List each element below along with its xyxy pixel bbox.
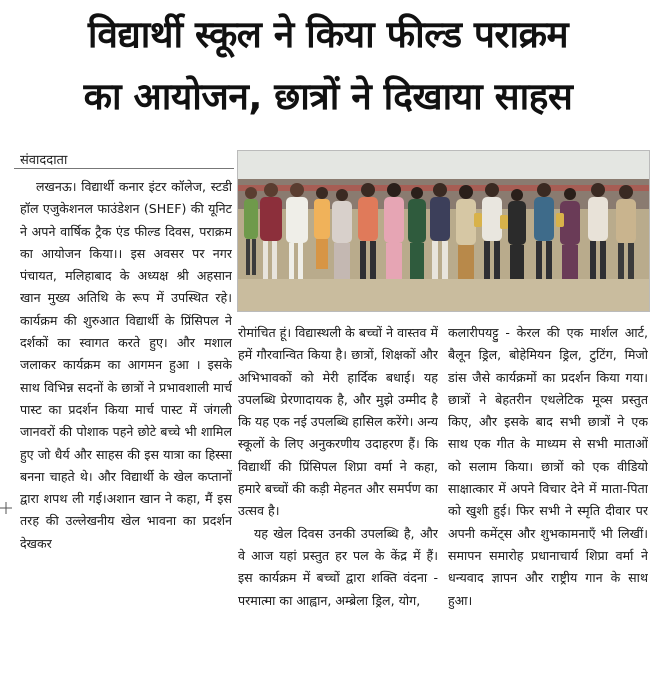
- event-photo: [237, 150, 650, 312]
- event-photo-illustration: [238, 151, 649, 311]
- crosshair-icon: [0, 502, 12, 514]
- byline-divider: [14, 168, 234, 169]
- article-column-1: लखनऊ। विद्यार्थी कनार इंटर कॉलेज, स्टडी हॉल एजुकेशनल फाउंडेशन (SHEF) की यूनिट ने अपने वार्षिक ट्रैक एंड फील्ड दिवस, पराक्रम का आयोजन किया।। इस अवसर पर नगर पंचायत, मलिहाबाद के अध्यक्ष श्री अहसान खान मुख्य अतिथि के रूप में उपस्थित रहे। कार्यक्रम की शुरुआत विद्यार्थी के प्रिंसिपल ने दर्शकों का स्वागत करते हुए। और मशाल जलाकर कार्यक्रम का आगमन हुआ । इसके साथ विभिन्न सदनों के छात्रों ने प्रभावशाली मार्च पास्ट का प्रदर्शन किया मार्च पास्ट में जंगली जानवरों की पोशाक पहने छोटे बच्चे भी शामिल हुए जो धैर्य और साहस की इस यात्रा का हिस्सा बनना चाहते थे। और विद्यार्थी के खेल कप्तानों द्वारा शपथ ली गई।अशान खान ने कहा, मैं इस तरह की उल्लेखनीय खेल भावना का प्रदर्शन देखकर: [20, 179, 232, 551]
- headline-line-1: विद्यार्थी स्कूल ने किया फील्ड पराक्रम: [87, 13, 569, 56]
- article-column-2-paragraph-1: रोमांचित हूं। विद्यास्थली के बच्चों ने वास्तव में हमें गौरवान्वित किया है। छात्रों, शिक्षकों और अभिभावकों को मेरी हार्दिक बधाई। यह उपलब्धि प्रेरणादायक है, और मुझे उम्मीद है कि यह एक नई उपलब्धि हासिल करेंगे। अन्य स्कूलों के लिए अनुकरणीय उदाहरण हैं। कि विद्यार्थी की प्रिंसिपल शिप्रा वर्मा ने कहा, हमारे बच्चों की कड़ी मेहनत और समर्पण का उत्सव है।: [238, 325, 438, 519]
- byline: संवाददाता: [20, 153, 68, 168]
- headline: [8, 4, 648, 128]
- article-column-2-paragraph-2: यह खेल दिवस उनकी उपलब्धि है, और वे आज यहां प्रस्तुत हर पल के केंद्र में हैं। इस कार्यक्रम में बच्चों द्वारा शक्ति वंदना - परमात्मा का आह्वान, अम्ब्रेला ड्रिल, योग,: [238, 525, 438, 608]
- headline-line-2: का आयोजन, छात्रों ने दिखाया साहस: [83, 75, 573, 118]
- article-column-2: [238, 322, 438, 666]
- article-column-3: कलारीपयट्टु - केरल की एक मार्शल आर्ट, बैलून ड्रिल, बोहेमियन ड्रिल, टुटिंग, मिजो डांस जैसे कार्यक्रमों का प्रदर्शन किया गया। छात्रों ने बेहतरीन एथलेटिक मूव्स प्रस्तुत किए, और इसके बाद सभी छात्रों ने एक साथ एक गीत के माध्यम से सभी माताओं को सलाम किया। छात्रों को एक वीडियो साक्षात्कार में अपने विचार देने में माता-पिता को खुशी हुई। फिर सभी ने स्मृति दीवार पर अपनी कमेंट्स और शुभकामनाएँ भी लिखीं। समापन समारोह प्रधानाचार्य शिप्रा वर्मा ने धन्यवाद ज्ञापन और राष्ट्रीय गान के साथ हुआ।: [448, 325, 648, 608]
